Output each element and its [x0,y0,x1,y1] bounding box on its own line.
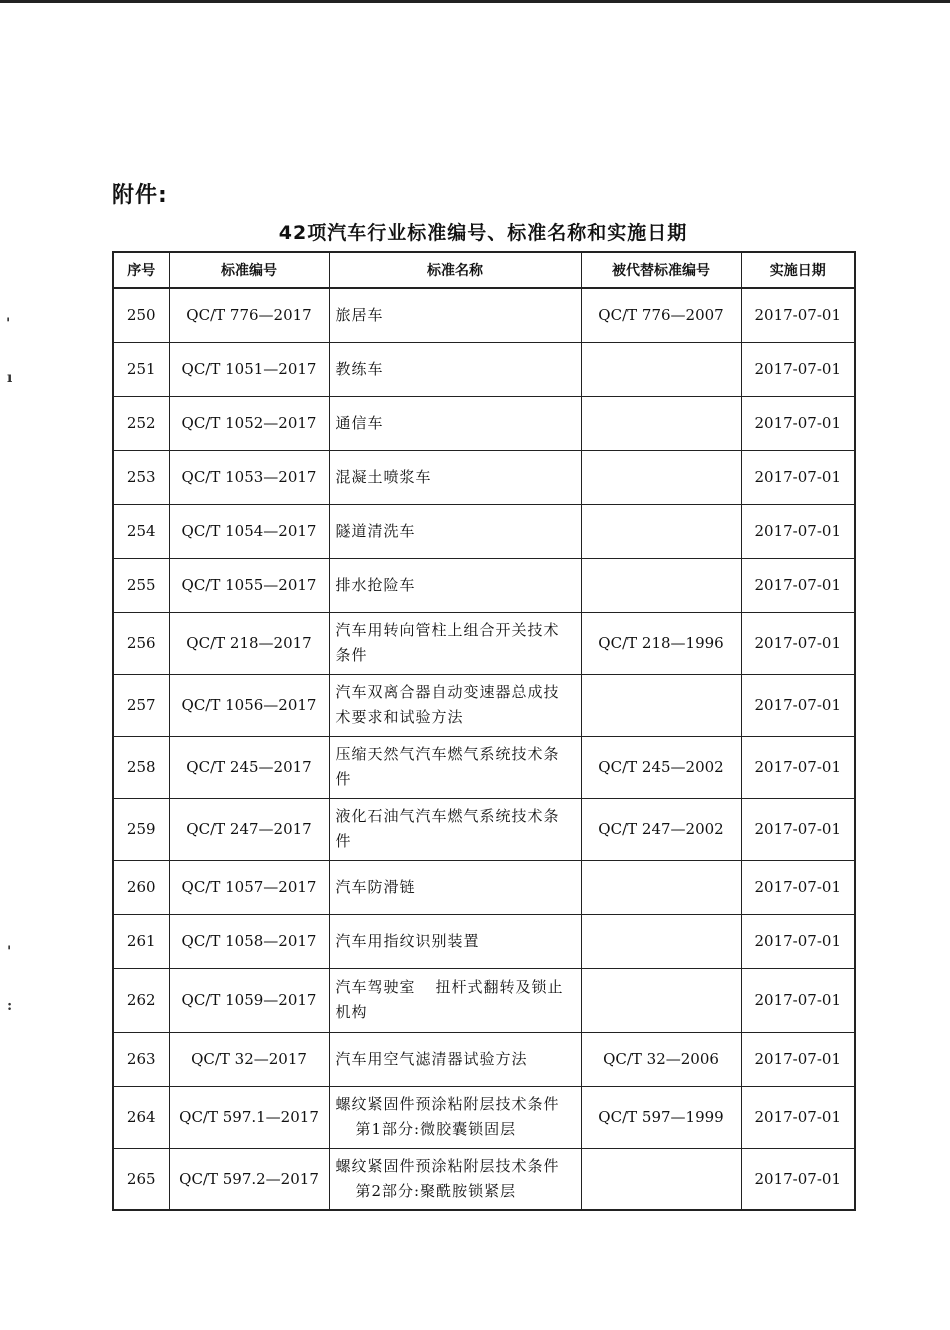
cell-code: QC/T 32—2017 [169,1032,329,1086]
table-row [113,396,855,450]
cell-date: 2017-07-01 [741,860,855,914]
cell-date: 2017-07-01 [741,914,855,968]
table-row [113,558,855,612]
cell-seq: 260 [113,860,169,914]
cell-code: QC/T 1058—2017 [169,914,329,968]
cell-seq: 264 [113,1086,169,1148]
table-title: 42项汽车行业标准编号、标准名称和实施日期 [278,222,688,244]
cell-date: 2017-07-01 [741,612,855,674]
cell-name [329,288,581,342]
scan-mark: ' [7,944,12,960]
table-row [113,798,855,860]
table-row [113,504,855,558]
cell-replaced [581,674,741,736]
cell-date: 2017-07-01 [741,342,855,396]
cell-code: QC/T 1053—2017 [169,450,329,504]
table-row [113,1148,855,1210]
name-text-part2: 第2部分:聚酰胺锁紧层 [355,1181,517,1200]
table-row [113,674,855,736]
cell-code: QC/T 1054—2017 [169,504,329,558]
name-text: 汽车用指纹识别装置 [335,931,480,950]
cell-code: QC/T 245—2017 [169,736,329,798]
cell-replaced: QC/T 218—1996 [581,612,741,674]
cell-replaced: QC/T 32—2006 [581,1032,741,1086]
cell-date: 2017-07-01 [741,558,855,612]
top-border-rule [0,0,950,3]
cell-date: 2017-07-01 [741,968,855,1032]
header-code: 标准编号 [169,252,329,288]
cell-name [329,342,581,396]
table-row [113,1032,855,1086]
name-text-part2: 第1部分:微胶囊锁固层 [355,1120,517,1138]
cell-seq: 254 [113,504,169,558]
table-row [113,968,855,1032]
name-text: 排水抢险车 [335,575,416,594]
header-replaced: 被代替标准编号 [581,252,741,288]
cell-seq: 251 [113,342,169,396]
cell-date: 2017-07-01 [741,1148,855,1210]
cell-date: 2017-07-01 [741,674,855,736]
cell-seq: 259 [113,798,169,860]
name-text: 螺纹紧固件预涂粘附层技术条件 [335,1095,560,1113]
cell-name [329,558,581,612]
cell-replaced: QC/T 776—2007 [581,288,741,342]
cell-seq: 255 [113,558,169,612]
cell-date: 2017-07-01 [741,798,855,860]
cell-replaced [581,558,741,612]
cell-replaced [581,396,741,450]
name-text: 旅居车 [335,305,384,324]
name-text: 隧道清洗车 [335,521,416,540]
table-row [113,342,855,396]
table-row [113,1086,855,1148]
header-seq: 序号 [113,252,169,288]
table-row [113,736,855,798]
name-text: 教练车 [335,359,384,378]
cell-name [329,674,581,736]
name-text: 汽车驾驶室 [335,978,416,996]
cell-code: QC/T 218—2017 [169,612,329,674]
cell-code: QC/T 776—2017 [169,288,329,342]
header-date: 实施日期 [741,252,855,288]
cell-name [329,450,581,504]
table-row [113,288,855,342]
cell-date: 2017-07-01 [741,1032,855,1086]
cell-code: QC/T 1056—2017 [169,674,329,736]
name-text-part2: 扭杆式翻转及锁止机构 [335,978,564,1021]
cell-date: 2017-07-01 [741,288,855,342]
cell-code: QC/T 1059—2017 [169,968,329,1032]
cell-date: 2017-07-01 [741,1086,855,1148]
name-text: 混凝土喷浆车 [335,467,432,486]
cell-seq: 258 [113,736,169,798]
cell-name [329,504,581,558]
cell-seq: 256 [113,612,169,674]
cell-seq: 253 [113,450,169,504]
name-text: 螺纹紧固件预涂粘附层技术条件 [335,1156,560,1175]
table-row [113,860,855,914]
cell-code: QC/T 597.1—2017 [169,1086,329,1148]
cell-date: 2017-07-01 [741,504,855,558]
cell-code: QC/T 1057—2017 [169,860,329,914]
cell-replaced: QC/T 597—1999 [581,1086,741,1148]
cell-seq: 250 [113,288,169,342]
cell-code: QC/T 1051—2017 [169,342,329,396]
cell-name [329,968,581,1032]
cell-name [329,914,581,968]
cell-code: QC/T 597.2—2017 [169,1148,329,1210]
cell-replaced [581,1148,741,1210]
name-text: 压缩天然气汽车燃气系统技术条件 [335,745,560,788]
cell-replaced [581,968,741,1032]
attachment-label: 附件: [112,183,168,208]
name-text: 通信车 [335,413,384,432]
cell-seq: 252 [113,396,169,450]
cell-name [329,612,581,674]
cell-replaced [581,450,741,504]
cell-name [329,1032,581,1086]
cell-seq: 257 [113,674,169,736]
cell-seq: 263 [113,1032,169,1086]
cell-replaced [581,504,741,558]
cell-replaced: QC/T 247—2002 [581,798,741,860]
cell-replaced [581,914,741,968]
cell-code: QC/T 1052—2017 [169,396,329,450]
name-text: 液化石油气汽车燃气系统技术条件 [335,807,560,850]
scan-mark: ' [6,316,11,332]
name-text: 汽车用转向管柱上组合开关技术条件 [335,621,560,664]
standards-table [112,251,856,1211]
table-row [113,914,855,968]
table-row [113,612,855,674]
cell-seq: 261 [113,914,169,968]
cell-name [329,860,581,914]
name-text: 汽车用空气滤清器试验方法 [335,1049,528,1068]
cell-name [329,798,581,860]
scan-mark: ı [7,370,13,386]
cell-seq: 262 [113,968,169,1032]
cell-name [329,1148,581,1210]
cell-replaced [581,342,741,396]
cell-date: 2017-07-01 [741,396,855,450]
cell-seq: 265 [113,1148,169,1210]
cell-name [329,1086,581,1148]
cell-code: QC/T 247—2017 [169,798,329,860]
table-row [113,450,855,504]
cell-name [329,736,581,798]
cell-name [329,396,581,450]
name-text: 汽车双离合器自动变速器总成技术要求和试验方法 [335,683,560,726]
cell-code: QC/T 1055—2017 [169,558,329,612]
cell-date: 2017-07-01 [741,450,855,504]
header-name: 标准名称 [329,252,581,288]
table-header-row [113,252,855,288]
name-text: 汽车防滑链 [335,877,416,896]
cell-replaced: QC/T 245—2002 [581,736,741,798]
scan-mark: : [7,998,13,1014]
cell-replaced [581,860,741,914]
cell-date: 2017-07-01 [741,736,855,798]
